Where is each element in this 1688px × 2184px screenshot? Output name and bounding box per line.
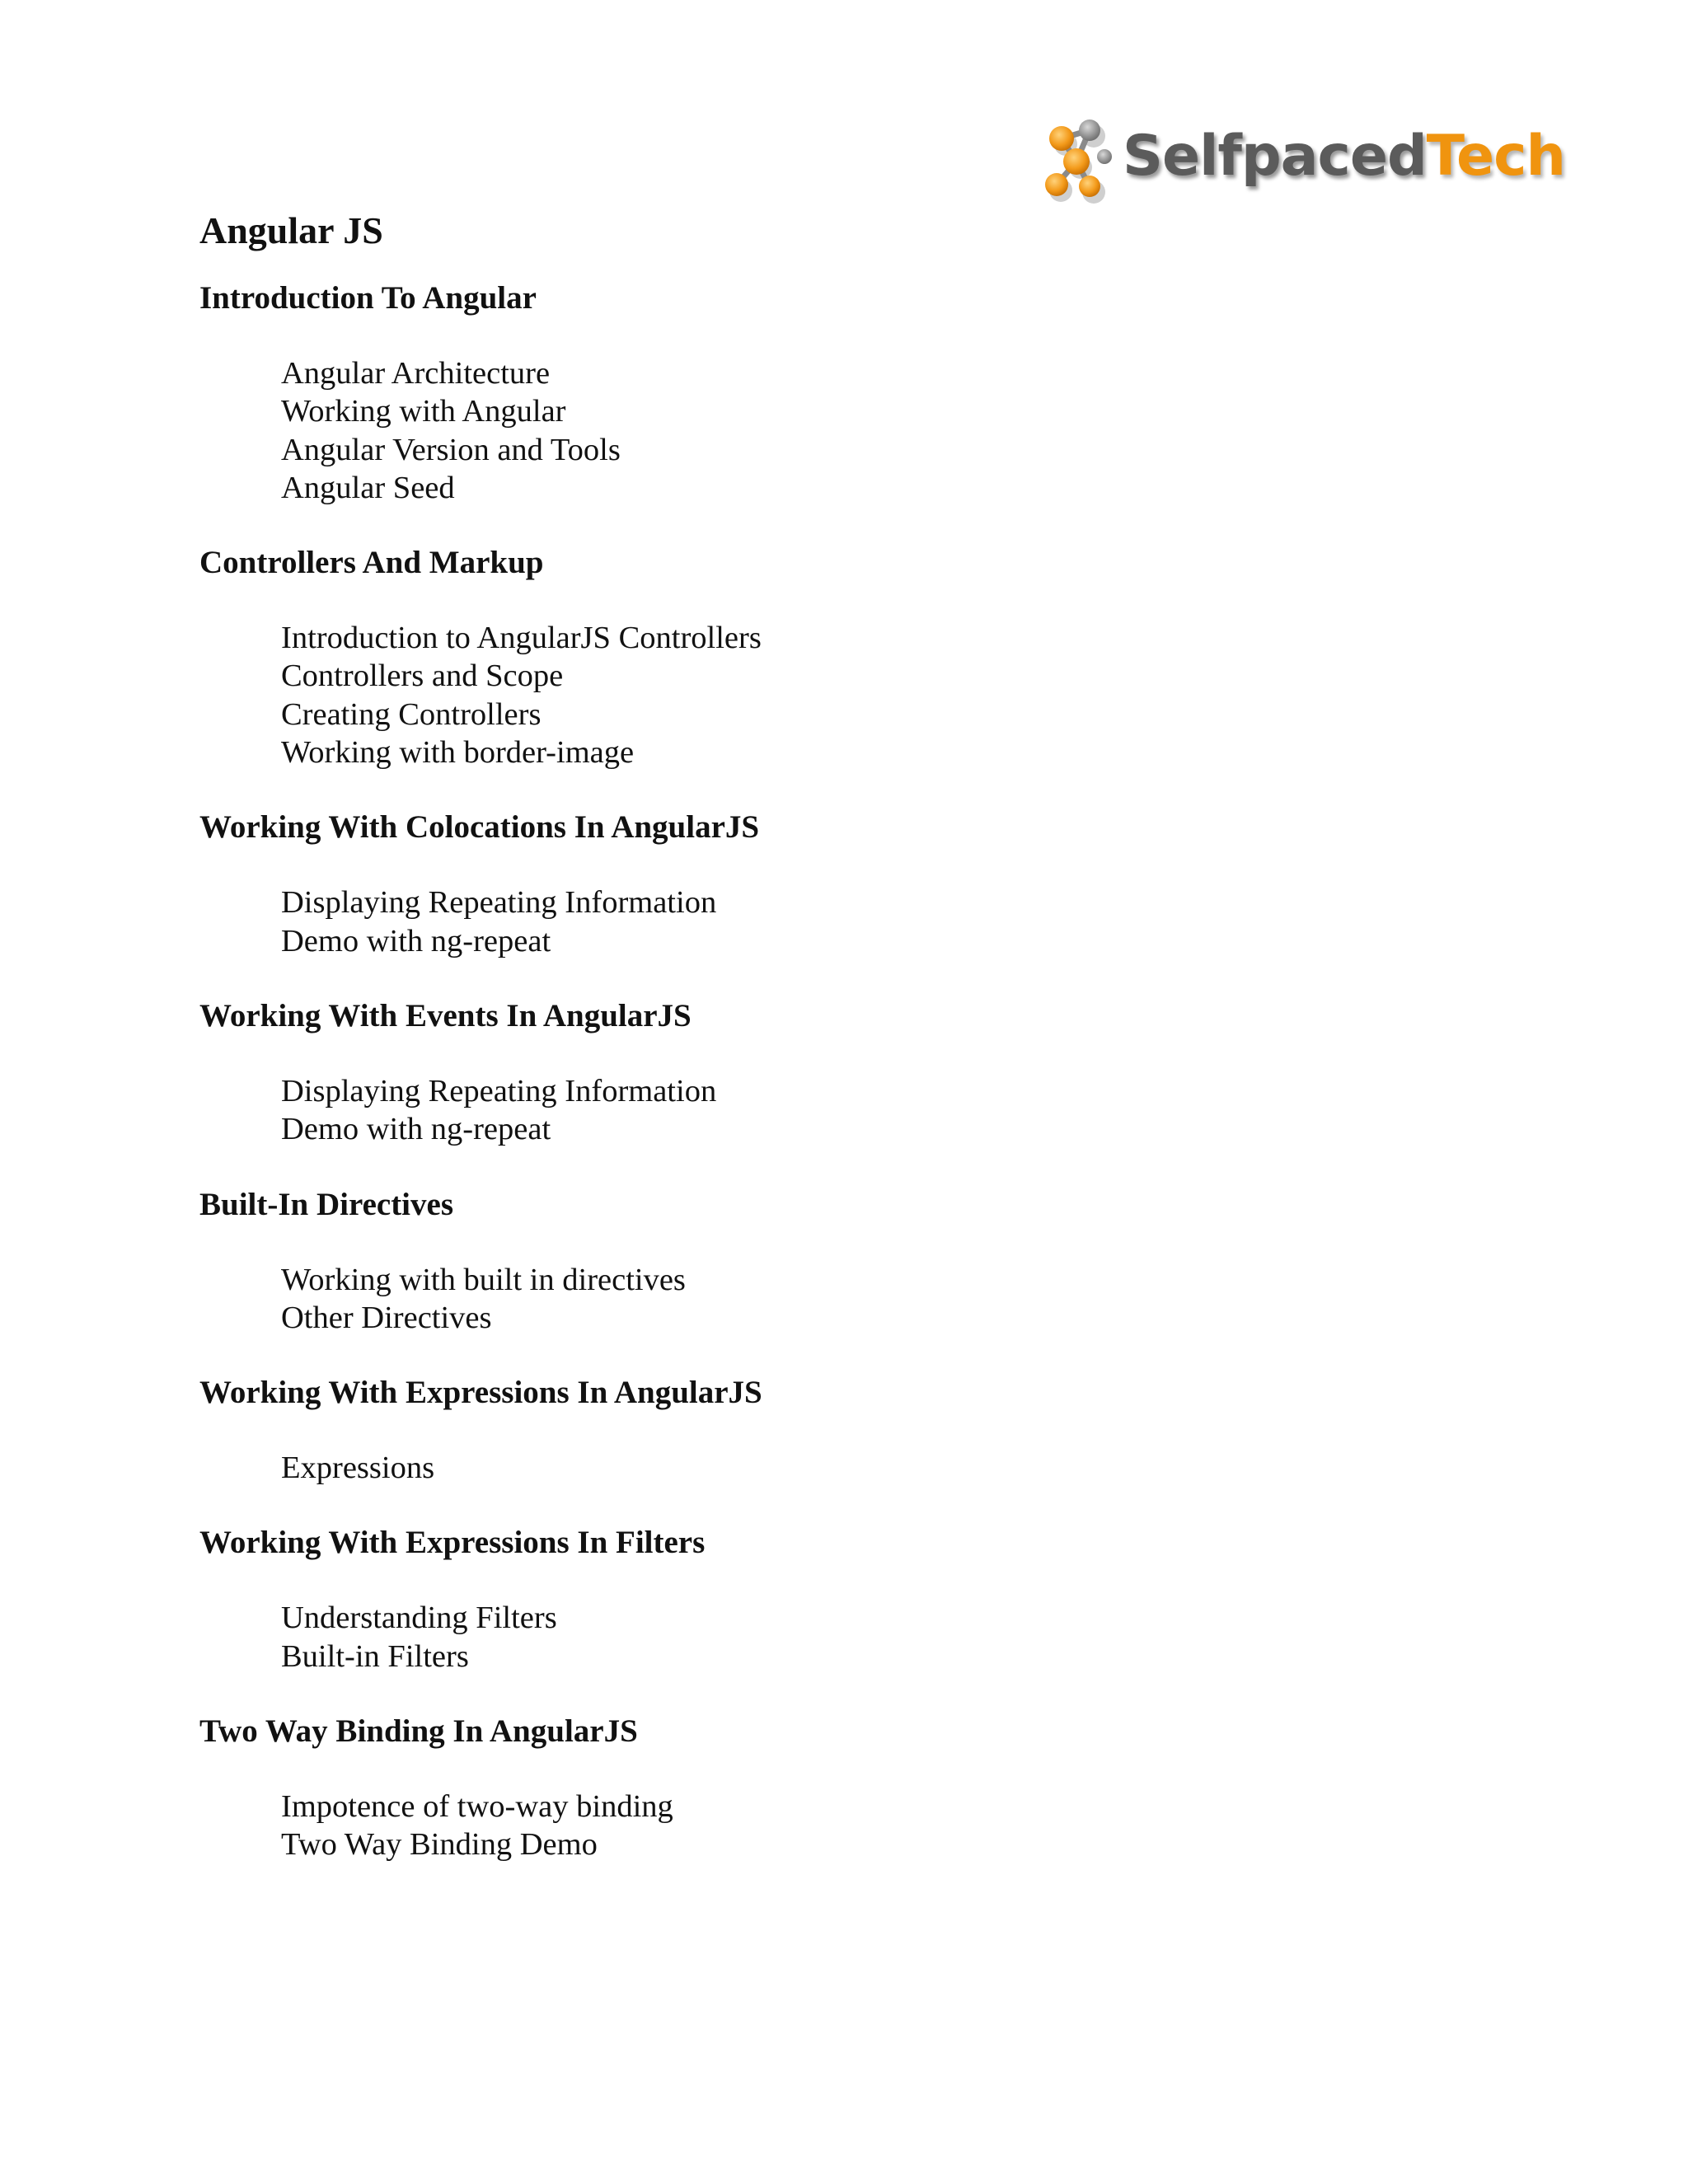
- topic-list: [281, 1261, 1436, 1338]
- section-two-way-binding: [199, 1712, 1436, 1864]
- section-heading: Working With Expressions In Filters: [199, 1525, 706, 1561]
- topic-item: Two Way Binding Demo: [281, 1827, 598, 1863]
- topic-item: Impotence of two-way binding: [281, 1789, 673, 1825]
- topic-item: Expressions: [281, 1451, 435, 1486]
- topic-item: Creating Controllers: [281, 696, 542, 732]
- topic-item: Displaying Repeating Information: [281, 885, 717, 921]
- logo-wordmark: [1123, 124, 1565, 189]
- section-heading: Controllers And Markup: [199, 545, 544, 581]
- section-heading: Working With Events In AngularJS: [199, 997, 692, 1033]
- section-heading: Two Way Binding In AngularJS: [199, 1713, 638, 1750]
- section-heading: Introduction To Angular: [199, 280, 537, 316]
- section-introduction-to-angular: [199, 279, 1436, 507]
- topic-list: [281, 354, 1436, 507]
- section-colocations: [199, 808, 1436, 960]
- section-expressions-angularjs: [199, 1373, 1436, 1487]
- section-expressions-filters: [199, 1523, 1436, 1675]
- topic-item: Demo with ng-repeat: [281, 1112, 551, 1147]
- topic-list: [281, 883, 1436, 960]
- document-title: Angular JS: [199, 209, 383, 251]
- topic-list: [281, 1449, 1436, 1487]
- topic-item: Working with border-image: [281, 735, 635, 771]
- document-body: [199, 204, 1436, 1864]
- topic-item: Working with built in directives: [281, 1262, 686, 1297]
- logo-text-selfpaced: Selfpaced: [1123, 123, 1427, 189]
- section-controllers-and-markup: [199, 543, 1436, 771]
- topic-item: Working with Angular: [281, 394, 566, 429]
- topic-item: Built-in Filters: [281, 1638, 469, 1674]
- topic-item: Controllers and Scope: [281, 658, 564, 694]
- section-events: [199, 996, 1436, 1149]
- section-heading: Built-In Directives: [199, 1186, 454, 1222]
- section-built-in-directives: [199, 1185, 1436, 1338]
- topic-item: Understanding Filters: [281, 1601, 557, 1636]
- topic-item: Displaying Repeating Information: [281, 1073, 717, 1108]
- molecule-logo-icon: [1039, 114, 1121, 209]
- topic-item: Demo with ng-repeat: [281, 923, 551, 958]
- topic-list: [281, 1599, 1436, 1675]
- topic-list: [281, 619, 1436, 771]
- topic-item: Angular Version and Tools: [281, 432, 621, 467]
- topic-item: Introduction to AngularJS Controllers: [281, 621, 762, 656]
- section-heading: Working With Colocations In AngularJS: [199, 809, 760, 846]
- topic-item: Angular Seed: [281, 470, 455, 505]
- topic-list: [281, 1072, 1436, 1149]
- topic-item: Angular Architecture: [281, 356, 551, 391]
- logo-text-tech: Tech: [1426, 123, 1565, 189]
- topic-item: Other Directives: [281, 1300, 492, 1335]
- section-heading: Working With Expressions In AngularJS: [199, 1375, 762, 1411]
- topic-list: [281, 1788, 1436, 1864]
- selfpacedtech-logo: [1039, 114, 1565, 209]
